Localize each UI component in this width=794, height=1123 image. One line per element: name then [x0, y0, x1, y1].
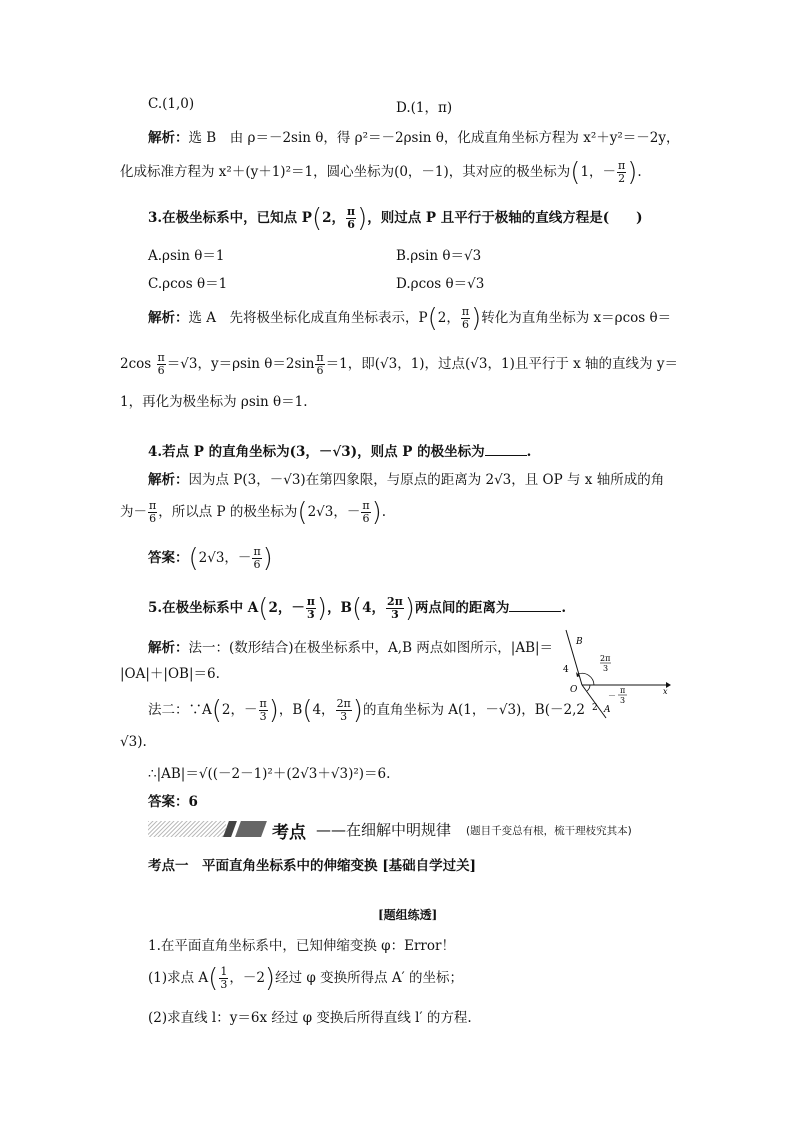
solution-line: √3).: [120, 734, 147, 750]
option-d: D.(1，π): [396, 100, 453, 116]
question-4-stem: 4.若点 P 的直角坐标为(3，－√3)，则点 P 的极坐标为 .: [148, 440, 531, 460]
problem-1-stem: 1.在平面直角坐标系中，已知伸缩变换 φ：Error！: [148, 938, 455, 954]
solution-line: 化成标准方程为 x²＋(y＋1)²＝1，圆心坐标为(0，－1)，其对应的极坐标为(1，－ $\frac{\pi}{2}$ ).: [120, 157, 642, 188]
option-a: A.ρsin θ＝1: [148, 248, 225, 264]
option-c: C.(1,0): [148, 96, 195, 112]
angle-label-2pi3-den: 3: [603, 664, 609, 673]
angle-label-pi3-den: 3: [620, 696, 626, 705]
label-b: B: [576, 637, 583, 647]
question-5-stem: 5.在极坐标系中 A(2，－ $\frac{\pi}{3}$ )，B(4， $\frac{2\pi}{3}$ )两点间的距离为 .: [148, 593, 567, 624]
section-heading: 考点一 平面直角坐标系中的伸缩变换 [基础自学过关]: [148, 858, 476, 874]
banner-subtitle: ——在细解中明规律: [316, 821, 452, 839]
answer-line: 答案：6: [148, 794, 198, 810]
solution-line: |OA|＋|OB|＝6.: [120, 666, 220, 682]
solution-label: 解析：: [148, 130, 189, 146]
label-x: x: [663, 687, 668, 696]
solution-line: 解析：选 B 由 ρ＝－2sin θ，得 ρ²＝－2ρsin θ，化成直角坐标方程为 x²＋y²＝－2y，: [148, 130, 680, 146]
label-4: 4: [563, 665, 569, 675]
answer-blank: [509, 598, 561, 613]
polar-figure: [560, 624, 680, 724]
angle-label-pi3-sign: －: [608, 691, 616, 700]
angle-arc-pi3: [587, 685, 590, 691]
label-o: O: [570, 685, 578, 695]
section-banner: [148, 818, 668, 843]
solution-line: 解析：因为点 P(3，－√3)在第四象限，与原点的距离为 2√3，且 OP 与 x 轴所成的角: [148, 472, 665, 488]
option-c: C.ρcos θ＝1: [148, 276, 228, 292]
option-b: B.ρsin θ＝√3: [396, 248, 482, 264]
solution-line: 解析：选 A 先将极坐标化成直角坐标表示，P(2， $\frac{\pi}{6}$ )转化为直角坐标为 x＝ρcos θ＝: [148, 303, 672, 334]
question-3-stem: 3.在极坐标系中，已知点 P(2， $\frac{\pi}{6}$ )，则过点 P 且平行于极轴的直线方程是( ): [148, 203, 643, 234]
angle-label-2pi3-num: 2π: [600, 654, 611, 663]
angle-label-pi3-num: π: [620, 686, 626, 695]
problem-1-part-2: (2)求直线 l：y＝6x 经过 φ 变换后所得直线 l′ 的方程.: [148, 1010, 472, 1026]
distance-formula: ∴|AB|＝√((－2－1)²＋(2√3＋√3)²)＝6.: [148, 766, 391, 782]
solution-line: 2cos $\frac{\pi}{6}$ ＝√3，y＝ρsin θ＝2sin $\frac{\pi}{6}$ ＝1，即(√3，1)，过点(√3，1)且平行于 x 轴的直线为 y＝: [120, 351, 678, 377]
banner-note: (题目千变总有根，梳干理枝究其本): [466, 825, 632, 837]
problem-1-part-1: (1)求点 A( $\frac{1}{3}$ ，－2)经过 φ 变换所得点 A′ 的坐标；: [148, 963, 464, 994]
fraction: $\frac{\pi}{2}$: [618, 159, 626, 185]
label-a: A: [604, 705, 611, 715]
solution-method-2: 法二：∵A(2，－ $\frac{\pi}{3}$ )，B(4， $\frac{2\pi}{3}$ )的直角坐标为 A(1，－√3)，B(－2,2: [148, 695, 585, 726]
group-heading: [题组练透]: [378, 908, 438, 922]
option-d: D.ρcos θ＝√3: [396, 276, 485, 292]
answer-line: 答案：(2√3，－ $\frac{\pi}{6}$ ): [148, 543, 273, 574]
banner-title: 考点: [272, 823, 306, 843]
label-2: 2: [592, 703, 598, 713]
answer-blank: [485, 442, 527, 457]
solution-line: 为－ $\frac{\pi}{6}$ ，所以点 P 的极坐标为(2√3，－ $\frac{\pi}{6}$ ).: [120, 497, 387, 528]
line-oa: [582, 685, 606, 718]
solution-line: 1，再化为极坐标为 ρsin θ＝1.: [120, 394, 308, 410]
solution-line: 解析：法一：(数形结合)在极坐标系中，A,B 两点如图所示，|AB|＝: [148, 640, 554, 656]
